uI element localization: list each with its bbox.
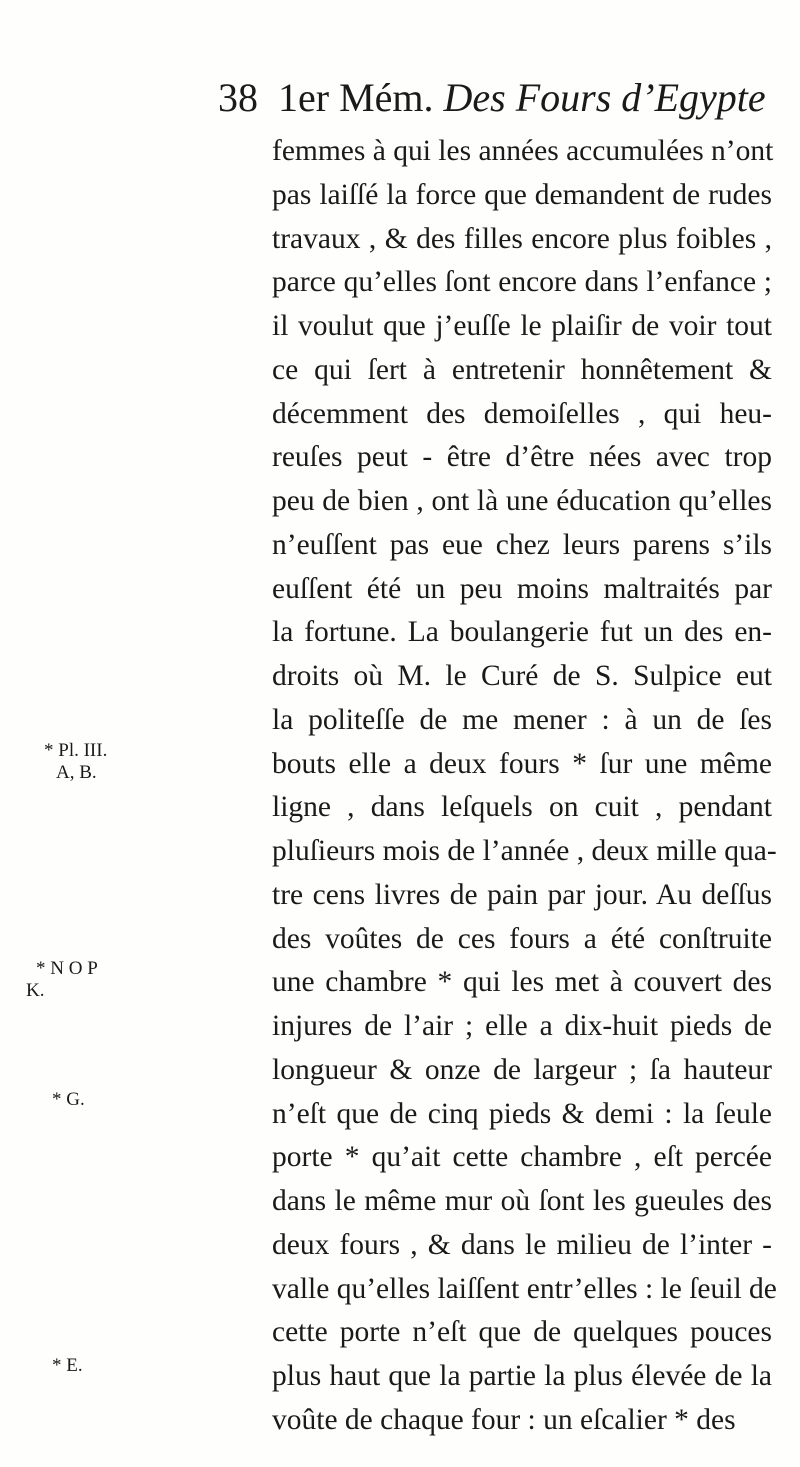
margin-note-line: * Pl. III.	[44, 740, 108, 761]
margin-note-line: * E.	[52, 1355, 83, 1376]
text-line: euſſent été un peu moins maltraités par	[272, 572, 772, 605]
text-line: ligne , dans leſquels on cuit , pendant	[272, 791, 772, 824]
text-line: deux fours , & dans le milieu de l’inter -	[272, 1228, 772, 1261]
text-line: n’eſt que de cinq pieds & demi : la ſeule	[272, 1097, 772, 1130]
text-line: bouts elle a deux fours * ſur une même	[272, 747, 772, 780]
text-line: valle qu’elles laiſſent entr’elles : le ſeuil de	[272, 1272, 777, 1305]
text-line: tre cens livres de pain par jour. Au deſſus	[272, 878, 772, 911]
text-line: peu de bien , ont là une éducation qu’elles	[272, 485, 772, 517]
margin-notes	[0, 0, 270, 1467]
text-line: décemment des demoiſelles , qui heu-	[272, 397, 772, 430]
margin-note-line: * N O P	[36, 958, 98, 979]
text-line: la politeſſe de me mener : à un de ſes	[272, 703, 772, 736]
running-header	[218, 74, 766, 122]
text-line: cette porte n’eſt que de quelques pouces	[272, 1316, 772, 1349]
margin-note-plate-reference	[26, 958, 98, 1002]
text-line: une chambre * qui les met à couvert des	[272, 966, 772, 999]
text-line: reuſes peut - être d’être nées avec trop	[272, 441, 772, 474]
memoir-label: 1er Mém.	[278, 75, 434, 120]
text-line: droits où M. le Curé de S. Sulpice eut	[272, 660, 772, 692]
text-line: plus haut que la partie la plus élevée de la	[272, 1360, 772, 1392]
text-line: dans le même mur où ſont les gueules des	[272, 1185, 772, 1217]
text-line: injures de l’air ; elle a dix-huit pieds de	[272, 1010, 772, 1042]
text-line: femmes à qui les années accumulées n’ont	[272, 135, 774, 167]
text-line: pluſieurs mois de l’année , deux mille qua-	[272, 835, 777, 867]
text-line: longueur & onze de largeur ; ſa hauteur	[272, 1053, 772, 1086]
text-line: porte * qu’ait cette chambre , eſt percée	[272, 1141, 772, 1174]
margin-note-plate-reference	[52, 1089, 85, 1111]
text-line: voûte de chaque four : un eſcalier * des	[272, 1403, 736, 1436]
margin-note-line: A, B.	[56, 762, 97, 783]
margin-note-line: * G.	[52, 1089, 85, 1110]
text-line: ce qui ſert à entretenir honnêtement &	[272, 353, 772, 386]
text-line: pas laiſſé la force que demandent de rudes	[272, 178, 772, 211]
margin-note-plate-reference	[52, 1355, 83, 1377]
page-number: 38	[218, 75, 258, 120]
running-title: Des Fours d’Egypte	[443, 75, 766, 120]
text-line: la fortune. La boulangerie fut un des en-	[272, 616, 772, 649]
text-line: des voûtes de ces fours a été conſtruite	[272, 922, 772, 955]
text-line: il voulut que j’euſſe le plaiſir de voir tout	[272, 310, 772, 342]
text-line: travaux , & des filles encore plus foibles ,	[272, 222, 772, 255]
text-line: parce qu’elles ſont encore dans l’enfance ;	[272, 266, 772, 299]
text-line: n’euſſent pas eue chez leurs parens s’ils	[272, 528, 772, 561]
margin-note-line: K.	[26, 980, 45, 1001]
body-text	[272, 130, 777, 1443]
margin-note-plate-reference	[44, 740, 107, 784]
